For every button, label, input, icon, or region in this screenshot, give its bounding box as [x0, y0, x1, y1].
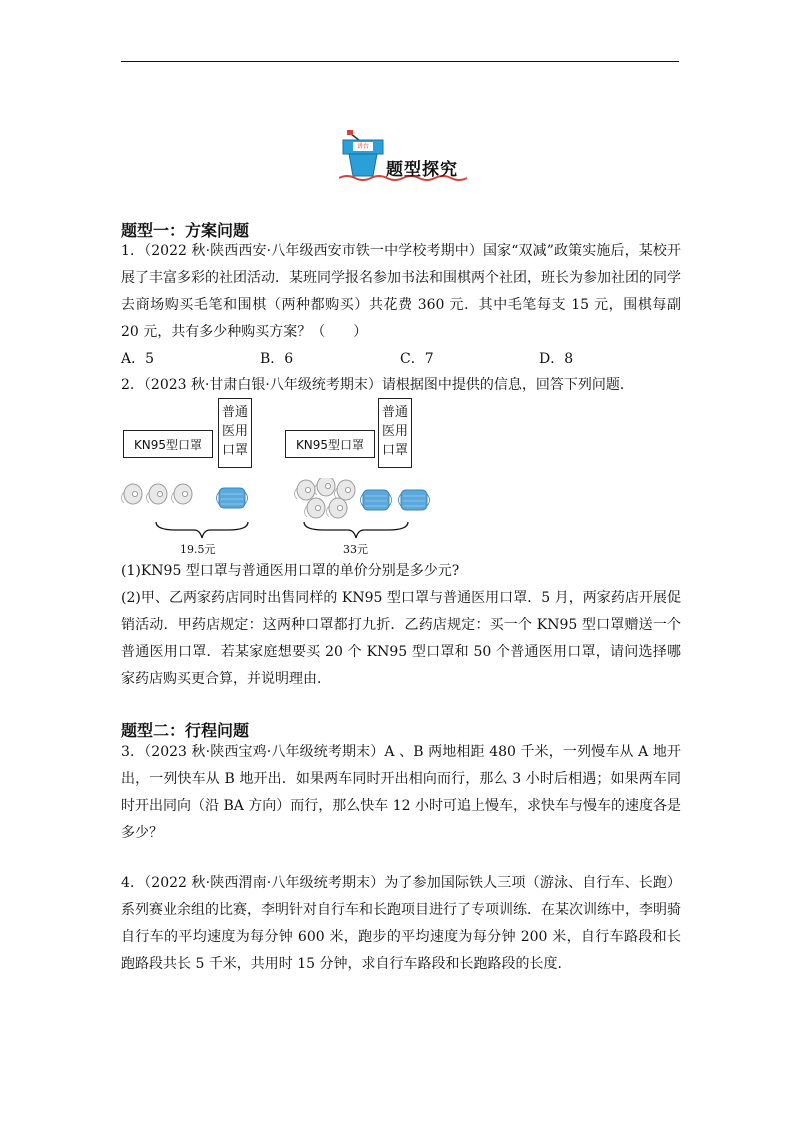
- question-2-part1: [121, 558, 681, 585]
- regular-label-left-line3: 口罩: [221, 443, 248, 458]
- question-1-text: 1．（2022 秋·陕西西安·八年级西安市铁一中学校考期中）国家“双减”政策实施后，某校开展了丰富多彩的社团活动．某班同学报名参加书法和围棋两个社团，班长为参加社团的同学去商场购买毛笔和围棋（两种都购买）共花费 360 元．其中毛笔每支 15 元，围棋每副 20 元，共有多少种购买方案？（ ）: [121, 243, 681, 340]
- question-2-part1-text: (1)KN95 型口罩与普通医用口罩的单价分别是多少元?: [121, 563, 460, 579]
- choice-a: A．5: [121, 351, 155, 367]
- kn95-mask-icon: [122, 484, 143, 504]
- question-2-intro: [121, 372, 681, 399]
- kn95-mask-icon: [327, 498, 348, 518]
- kn95-mask-icon: [172, 484, 193, 504]
- question-3-text: 3．（2023 秋·陕西宝鸡·八年级统考期末）A 、B 两地相距 480 千米，一列慢车从 A 地开出，一列快车从 B 地开出．如果两车同时开出相向而行，那么 3 小时后相遇；如果两车同时开出同向（沿 BA 方向）而行，那么快车 12 小时可追上慢车，求快车与慢车的速度各是多少？: [121, 744, 682, 841]
- price-left: 19.5元: [180, 543, 216, 556]
- price-right: 33元: [343, 543, 368, 556]
- kn95-label-left: KN95型口罩: [123, 430, 213, 458]
- regular-label-left-line2: 医用: [221, 424, 248, 439]
- section-title-scheme: 题型一：方案问题: [121, 221, 250, 240]
- surgical-mask-icon: [217, 488, 248, 508]
- kn95-mask-icon: [305, 498, 326, 518]
- kn95-mask-icon: [315, 478, 336, 496]
- regular-label-right-line3: 口罩: [381, 443, 408, 458]
- choice-b: B．6: [260, 351, 294, 367]
- regular-label-right-line1: 普通: [381, 405, 408, 420]
- regular-mask-label-left: [218, 398, 252, 468]
- regular-label-left-line1: 普通: [221, 405, 248, 420]
- question-4-text: 4．（2022 秋·陕西渭南·八年级统考期末）为了参加国际铁人三项（游泳、自行车、长跑）系列赛业余组的比赛，李明针对自行车和长跑项目进行了专项训练．在某次训练中，李明骑自行车的平均速度为每分钟 600 米，跑步的平均速度为每分钟 200 米，自行车路段和长跑路段共长 5 千米，共用时 15 分钟，求自行车路段和长跑路段的长度．: [121, 875, 681, 972]
- choice-d: D．8: [539, 351, 574, 367]
- question-3: [121, 739, 681, 847]
- question-1: [121, 238, 681, 346]
- surgical-mask-icon: [399, 490, 430, 510]
- surgical-mask-icon: [361, 490, 392, 510]
- kn95-mask-icon: [335, 480, 356, 500]
- brace-left-icon: [156, 522, 248, 538]
- banner-title: 题型探究: [386, 160, 458, 180]
- banner-sign-text: 讲台: [356, 143, 369, 150]
- question-2-part2-text: (2)甲、乙两家药店同时出售同样的 KN95 型口罩与普通医用口罩．5 月，两家药店开展促销活动．甲药店规定：这两种口罩都打九折．乙药店规定：买一个 KN95 型口罩赠送一个普通医用口罩．若某家庭想要买 20 个 KN95 型口罩和 50 个普通医用口罩，请问选择哪家药店购买更合算，并说明理由．: [121, 590, 681, 687]
- question-4: [121, 870, 681, 978]
- kn95-masks-right: [295, 478, 356, 518]
- brace-right-icon: [304, 522, 408, 538]
- regular-mask-label-right: [378, 398, 412, 468]
- choice-c: C．7: [400, 351, 434, 367]
- mask-figure: [118, 478, 448, 548]
- kn95-mask-icon: [147, 484, 168, 504]
- section-title-travel: 题型二：行程问题: [121, 721, 250, 740]
- regular-label-right-line2: 医用: [381, 424, 408, 439]
- header-rule: [121, 61, 679, 62]
- kn95-label-right: KN95型口罩: [285, 430, 375, 458]
- question-1-choices: [121, 346, 681, 373]
- kn95-mask-icon: [295, 480, 316, 500]
- question-2-intro-text: 2．（2023 秋·甘肃白银·八年级统考期末）请根据图中提供的信息，回答下列问题．: [121, 377, 634, 393]
- kn95-masks-left: [122, 484, 193, 504]
- question-2-part2: [121, 585, 681, 693]
